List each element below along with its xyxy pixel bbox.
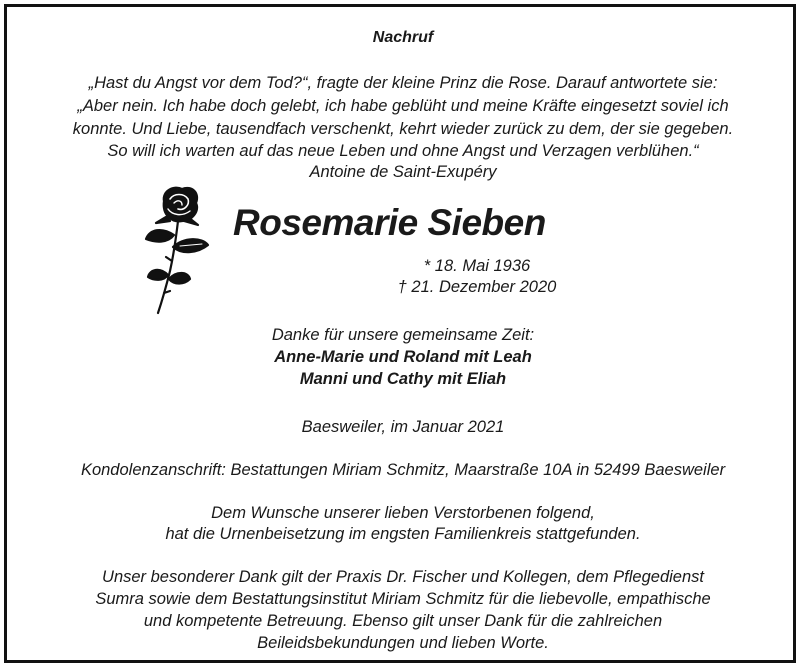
quote-line: „Aber nein. Ich habe doch gelebt, ich habe geblüht und meine Kräfte eingesetzt soviel ich [77,97,729,115]
place-date: Baesweiler, im Januar 2021 [301,418,505,436]
funeral-note-line: Dem Wunsche unserer lieben Verstorbenen folgend, [211,504,595,522]
special-thanks-line: und kompetente Betreuung. Ebenso gilt unser Dank für die zahlreichen [143,612,663,630]
thanks-intro: Danke für unsere gemeinsame Zeit: [271,326,535,344]
funeral-note-line: hat die Urnenbeisetzung im engsten Familienkreis stattgefunden. [165,525,641,543]
birth-date: * 18. Mai 1936 [423,257,531,275]
special-thanks-line: Sumra sowie dem Bestattungsinstitut Miriam Schmitz für die liebevolle, empathische [95,590,711,608]
quote-author: Antoine de Saint-Exupéry [309,163,497,181]
quote-line: konnte. Und Liebe, tausendfach verschenkt, kehrt wieder zurück zu dem, der sie gegeben. [72,120,734,138]
family-line: Anne-Marie und Roland mit Leah [274,348,532,366]
condolence-address: Kondolenzanschrift: Bestattungen Miriam Schmitz, Maarstraße 10A in 52499 Baesweiler [80,461,726,479]
deceased-name: Rosemarie Sieben [233,202,546,243]
family-line: Manni und Cathy mit Eliah [299,370,507,388]
special-thanks-line: Beileidsbekundungen und lieben Worte. [257,634,549,652]
quote-line: „Hast du Angst vor dem Tod?“, fragte der kleine Prinz die Rose. Darauf antwortete sie: [88,74,718,92]
obituary-frame [4,4,796,663]
quote-line: So will ich warten auf das neue Leben und ohne Angst und Verzagen verblühen.“ [107,142,699,160]
special-thanks-line: Unser besonderer Dank gilt der Praxis Dr. Fischer und Kollegen, dem Pflegedienst [102,568,704,586]
death-date: † 21. Dezember 2020 [397,278,557,296]
notice-heading: Nachruf [372,29,434,46]
